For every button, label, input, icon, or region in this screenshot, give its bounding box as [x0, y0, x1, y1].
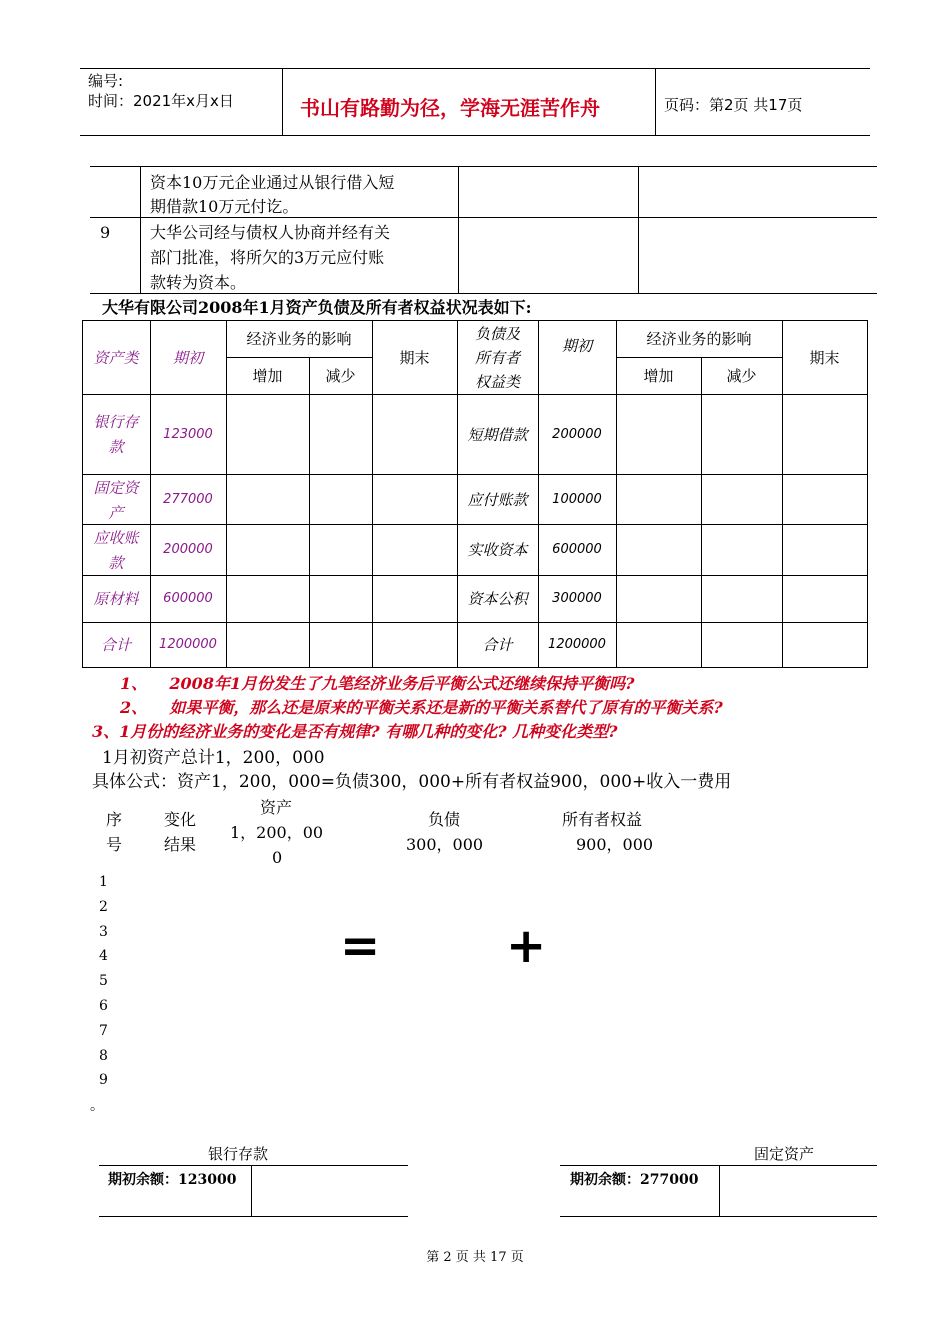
bt-liab-name: 实收资本: [467, 541, 528, 559]
bt-liab-begin: 100000: [552, 491, 602, 507]
top-table-col-2: [458, 166, 459, 293]
t-account-fixed-bottom-rule: [560, 1216, 877, 1217]
calc-liab-1: 负债: [428, 810, 461, 829]
header-motto: 书山有路勤为径，学海无涯苦作舟: [300, 96, 600, 120]
bt-asset-begin: 600000: [163, 591, 213, 606]
bt-asset-begin: 200000: [163, 542, 213, 557]
top-table-rule-1: [90, 166, 877, 167]
row8-text-line1: 资本10万元企业通过从银行借入短: [150, 173, 395, 192]
header-number-label: 编号:: [88, 72, 124, 90]
bt-asset-name: [82, 476, 150, 526]
bt-rule-bottom: [82, 667, 868, 668]
bt-liab-total-label: 合计: [482, 636, 513, 654]
bt-h-liab-line3: 权益类: [474, 373, 520, 391]
row9-text-line3: 款转为资本。: [150, 273, 247, 292]
t-account-fixed-title: 固定资产: [754, 1145, 815, 1163]
bt-asset-name-line2: 款: [108, 554, 124, 572]
bt-asset-name-line1: 固定资: [93, 479, 139, 497]
header-divider-2: [655, 68, 656, 136]
question-2: 2、 如果平衡，那么还是原来的平衡关系还是新的平衡关系替代了原有的平衡关系?: [120, 698, 723, 717]
calc-number: 4: [99, 948, 108, 965]
calc-seq-2: 号: [106, 835, 123, 854]
bt-asset-begin: 277000: [163, 491, 213, 507]
header-bottom-rule: [80, 135, 870, 136]
header-top-rule: [80, 68, 870, 69]
row9-number: 9: [100, 223, 111, 242]
calc-asset-2: 1，200，00: [230, 823, 324, 842]
bt-col-10: [867, 320, 868, 667]
calc-equity-1: 所有者权益: [562, 810, 643, 829]
t-account-bank-bottom-rule: [99, 1216, 408, 1217]
calc-number: 6: [99, 997, 108, 1014]
bt-h-liab-line1: 负债及: [474, 325, 520, 343]
calc-number: 1: [99, 874, 108, 890]
calc-number: 5: [99, 973, 108, 990]
bt-asset-name-line1: 应收账: [93, 529, 139, 547]
calc-number-list: [99, 870, 108, 1093]
formula-line: 具体公式：资产1，200，000=负债300，000+所有者权益900，000+收入一费用: [92, 772, 732, 792]
bt-h-liab-line2: 所有者: [474, 349, 520, 367]
calc-seq-1: 序: [106, 810, 123, 829]
bt-asset-name-line1: 银行存: [93, 413, 139, 431]
header-page-label: 页码：第2页 共17页: [664, 96, 803, 114]
bt-h-begin2: 期初: [561, 336, 592, 355]
bt-asset-name: 原材料: [93, 590, 139, 608]
bt-asset-total: 1200000: [159, 637, 217, 652]
bt-asset-name-line2: 产: [108, 504, 124, 522]
bt-liab-name: 应付账款: [467, 490, 528, 509]
calc-number: 3: [99, 923, 108, 940]
bt-liab-begin: 200000: [552, 426, 602, 442]
bt-asset-name-line2: 款: [108, 438, 124, 456]
bt-h-end: 期末: [399, 348, 430, 367]
bt-liab-name: 短期借款: [467, 425, 528, 444]
bt-liab-begin: 600000: [552, 542, 602, 557]
bt-h-increase2: 增加: [643, 367, 674, 385]
row9-text-line1: 大华公司经与债权人协商并经有关: [150, 223, 391, 242]
t-account-bank-balance: 期初余额：123000: [108, 1172, 237, 1188]
top-table-col-3: [638, 166, 639, 293]
plus-sign: +: [506, 918, 547, 974]
calc-number: 7: [99, 1022, 108, 1039]
calc-change-2: 结果: [164, 835, 197, 854]
calc-liab-2: 300，000: [406, 835, 484, 854]
bt-h-asset: 资产类: [93, 348, 139, 367]
bt-asset-name: [82, 526, 150, 576]
bt-liab-begin: 300000: [552, 591, 602, 606]
row9-text-line2: 部门批准，将所欠的3万元应付账: [150, 248, 385, 267]
t-account-fixed-divider: [719, 1165, 720, 1217]
bt-asset-begin: 123000: [163, 426, 213, 442]
bt-asset-total-label: 合计: [100, 636, 131, 654]
calc-dot: 。: [90, 1098, 104, 1114]
bt-h-effect2: 经济业务的影响: [646, 330, 752, 348]
bt-h-effect: 经济业务的影响: [246, 330, 352, 348]
equals-sign: =: [340, 918, 381, 974]
bt-col-8: [701, 357, 702, 667]
question-1: 1、 2008年1月份发生了九笔经济业务后平衡公式还继续保持平衡吗?: [120, 674, 635, 693]
bt-h-decrease: 减少: [325, 367, 356, 385]
row8-text-line2: 期借款10万元付讫。: [150, 197, 299, 216]
t-account-fixed-balance: 期初余额：277000: [570, 1172, 699, 1188]
bt-h-liab: [457, 322, 538, 394]
t-account-bank-title: 银行存款: [208, 1145, 269, 1163]
bt-liab-total: 1200000: [548, 637, 606, 652]
t-account-bank-divider: [251, 1165, 252, 1217]
page-footer: 第 2 页 共 17 页: [426, 1250, 524, 1265]
bt-asset-name: [82, 410, 150, 460]
bt-h-begin: 期初: [172, 348, 203, 367]
t-account-bank-top-rule: [99, 1165, 408, 1166]
bt-h-end2: 期末: [809, 348, 840, 367]
bt-liab-name: 资本公积: [467, 590, 528, 608]
question-3: 3、1月份的经济业务的变化是否有规律? 有哪几种的变化? 几种变化类型?: [92, 722, 618, 741]
bt-col-3: [309, 357, 310, 667]
top-table-col-1: [140, 166, 141, 293]
bt-h-decrease2: 减少: [726, 367, 757, 385]
calc-asset-3: 0: [272, 848, 283, 867]
calc-asset-1: 资产: [260, 798, 293, 817]
calc-number: 2: [99, 898, 108, 915]
total-line: 1月初资产总计1，200，000: [102, 748, 325, 768]
calc-equity-2: 900，000: [576, 835, 654, 854]
header-time-label: 时间：2021年x月x日: [88, 92, 234, 110]
balance-table-title: 大华有限公司2008年1月资产负债及所有者权益状况表如下:: [102, 298, 532, 317]
bt-h-increase: 增加: [252, 367, 283, 385]
calc-change-1: 变化: [164, 810, 197, 829]
calc-number: 8: [99, 1047, 108, 1064]
header-divider-1: [282, 68, 283, 136]
calc-number: 9: [99, 1072, 108, 1089]
